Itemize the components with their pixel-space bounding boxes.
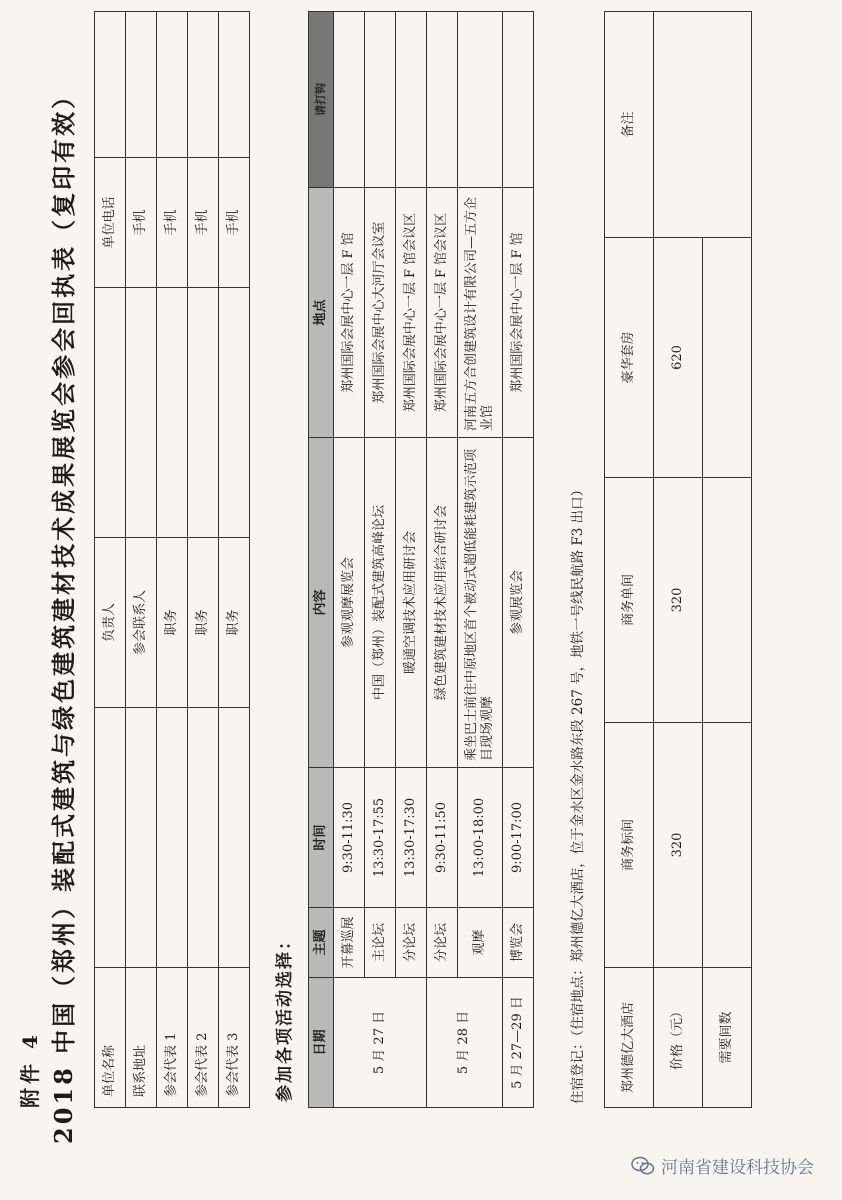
theme-cell: 博览会 <box>503 908 534 978</box>
rooms-needed-label: 需要间数 <box>703 968 752 1108</box>
rep2-label: 参会代表 2 <box>188 968 219 1108</box>
price-standard: 320 <box>654 723 703 968</box>
rep3-label: 参会代表 3 <box>219 968 250 1108</box>
time-cell: 9:30-11:30 <box>334 768 365 908</box>
theme-cell: 分论坛 <box>427 908 458 978</box>
header-theme: 主题 <box>309 908 334 978</box>
table-row <box>334 12 365 1108</box>
price-label: 价格（元） <box>654 968 703 1108</box>
registration-table <box>94 11 250 1108</box>
venue-cell: 郑州国际会展中心一层 F 馆 <box>334 188 365 438</box>
header-date: 日期 <box>309 978 334 1108</box>
unit-phone-label: 单位电话 <box>95 158 126 288</box>
rep2-position-field[interactable] <box>188 288 219 538</box>
price-suite: 620 <box>654 238 703 478</box>
remarks-field[interactable] <box>654 12 752 238</box>
theme-cell: 主论坛 <box>365 908 396 978</box>
rep2-name-field[interactable] <box>188 708 219 968</box>
venue-cell: 郑州国际会展中心大河厅会议室 <box>365 188 396 438</box>
content-cell: 参观观摩展览会 <box>334 438 365 768</box>
mobile-field[interactable] <box>126 12 157 158</box>
table-row <box>126 12 157 1108</box>
table-row <box>365 12 396 1108</box>
time-cell: 13:00-18:00 <box>458 768 503 908</box>
rep1-position-field[interactable] <box>157 288 188 538</box>
attachment-label: 附件 4 <box>18 1031 42 1108</box>
time-cell: 9:30-11:50 <box>427 768 458 908</box>
room-type-standard: 商务标间 <box>605 723 654 968</box>
watermark <box>631 1153 814 1178</box>
rep3-position-field[interactable] <box>219 288 250 538</box>
wechat-icon <box>631 1156 655 1176</box>
manager-label: 负责人 <box>95 538 126 708</box>
content-cell: 绿色建筑建材技术应用综合研讨会 <box>427 438 458 768</box>
header-content: 内容 <box>309 438 334 768</box>
header-venue: 地点 <box>309 188 334 438</box>
content-cell: 暖通空调技术应用研讨会 <box>396 438 427 768</box>
table-row <box>654 12 703 1108</box>
date-cell: 5 月 27 日 <box>334 978 427 1108</box>
venue-cell: 郑州国际会展中心一层 F 馆 <box>503 188 534 438</box>
table-row <box>605 12 654 1108</box>
manager-field[interactable] <box>95 288 126 538</box>
table-row <box>188 12 219 1108</box>
mobile-label: 手机 <box>126 158 157 288</box>
table-row <box>427 12 458 1108</box>
document-title: 2018 中国（郑州）装配式建筑与绿色建筑建材技术成果展览会参会回执表（复印有效） <box>49 81 78 1144</box>
time-cell: 9:00-17:00 <box>503 768 534 908</box>
activities-table <box>308 11 534 1108</box>
rep1-label: 参会代表 1 <box>157 968 188 1108</box>
table-header-row <box>309 12 334 1108</box>
content-cell: 参观展览会 <box>503 438 534 768</box>
rooms-needed-suite[interactable] <box>703 238 752 478</box>
rep2-mobile-label: 手机 <box>188 158 219 288</box>
rep3-mobile-label: 手机 <box>219 158 250 288</box>
venue-cell: 郑州国际会展中心一层 F 馆会议区 <box>427 188 458 438</box>
rep3-name-field[interactable] <box>219 708 250 968</box>
room-type-suite: 豪华套房 <box>605 238 654 478</box>
rooms-needed-standard[interactable] <box>703 723 752 968</box>
check-cell[interactable] <box>503 12 534 188</box>
content-cell: 乘坐巴士前往中原地区首个被动式超低能耗建筑示范项目现场观摩 <box>458 438 503 768</box>
check-cell[interactable] <box>427 12 458 188</box>
hotel-registration-note: 住宿登记：（住宿地点：郑州德亿大酒店，位于金水区金水路东段 267 号，地铁一号线民航路 F3 出口） <box>570 482 586 1104</box>
activity-heading: 参加各项活动选择： <box>275 931 295 1102</box>
header-check: 请打钩 <box>309 12 334 188</box>
check-cell[interactable] <box>334 12 365 188</box>
contact-field[interactable] <box>126 288 157 538</box>
venue-cell: 河南五方合创建筑设计有限公司—五方企业馆 <box>458 188 503 438</box>
hotel-table <box>604 11 752 1108</box>
rep1-name-field[interactable] <box>157 708 188 968</box>
table-row <box>95 12 126 1108</box>
header-time: 时间 <box>309 768 334 908</box>
table-row <box>458 12 503 1108</box>
room-type-single: 商务单间 <box>605 478 654 723</box>
hotel-name: 郑州德亿大酒店 <box>605 968 654 1108</box>
date-cell: 5 月 27—29 日 <box>503 978 534 1108</box>
contact-label: 参会联系人 <box>126 538 157 708</box>
rep2-position-label: 职务 <box>188 538 219 708</box>
remarks-label: 备注 <box>605 12 654 238</box>
theme-cell: 分论坛 <box>396 908 427 978</box>
table-row <box>157 12 188 1108</box>
venue-cell: 郑州国际会展中心一层 F 馆会议区 <box>396 188 427 438</box>
theme-cell: 开幕巡展 <box>334 908 365 978</box>
unit-name-field[interactable] <box>95 708 126 968</box>
table-row <box>219 12 250 1108</box>
time-cell: 13:30-17:55 <box>365 768 396 908</box>
check-cell[interactable] <box>365 12 396 188</box>
price-single: 320 <box>654 478 703 723</box>
check-cell[interactable] <box>458 12 503 188</box>
unit-phone-field[interactable] <box>95 12 126 158</box>
rep3-mobile-field[interactable] <box>219 12 250 158</box>
rep1-position-label: 职务 <box>157 538 188 708</box>
address-field[interactable] <box>126 708 157 968</box>
rep1-mobile-label: 手机 <box>157 158 188 288</box>
theme-cell: 观摩 <box>458 908 503 978</box>
time-cell: 13:30-17:30 <box>396 768 427 908</box>
check-cell[interactable] <box>396 12 427 188</box>
unit-name-label: 单位名称 <box>95 968 126 1108</box>
rep3-position-label: 职务 <box>219 538 250 708</box>
table-row <box>396 12 427 1108</box>
address-label: 联系地址 <box>126 968 157 1108</box>
rep1-mobile-field[interactable] <box>157 12 188 158</box>
rooms-needed-single[interactable] <box>703 478 752 723</box>
rep2-mobile-field[interactable] <box>188 12 219 158</box>
table-row <box>503 12 534 1108</box>
watermark-text: 河南省建设科技协会 <box>661 1158 814 1178</box>
date-cell: 5 月 28 日 <box>427 978 503 1108</box>
content-cell: 中国（郑州）装配式建筑高峰论坛 <box>365 438 396 768</box>
